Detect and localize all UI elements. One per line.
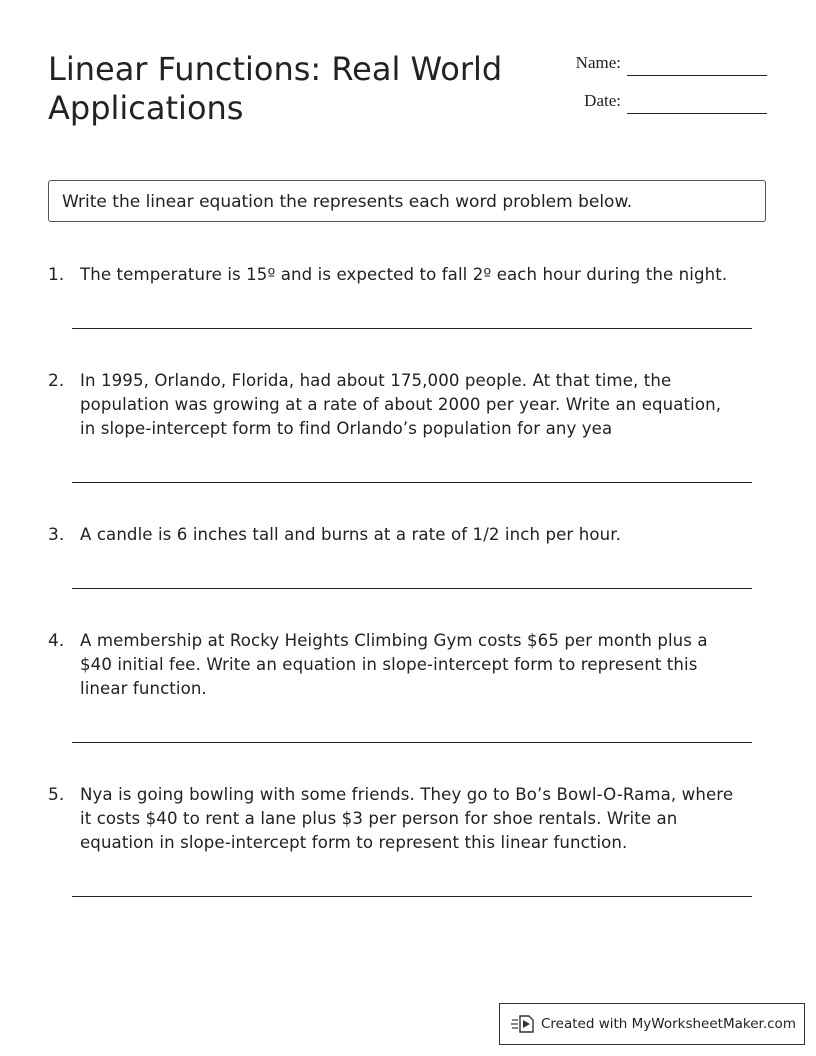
date-blank-line[interactable] [627,113,767,114]
question-number: 3. [48,525,65,545]
name-label: Name: [575,53,621,72]
answer-line-2[interactable] [72,482,752,483]
question-text [80,523,780,547]
worksheet-maker-logo-icon [511,1014,535,1034]
date-label: Date: [584,91,621,110]
question-line: In 1995, Orlando, Florida, had about 175,000 people. At that time, the [80,371,672,390]
question-number: 5. [48,785,65,805]
question-line: equation in slope-intercept form to represent this linear function. [80,833,628,852]
question-number: 2. [48,371,65,391]
answer-line-4[interactable] [72,742,752,743]
question-line: it costs $40 to rent a lane plus $3 per person for shoe rentals. Write an [80,809,678,828]
answer-line-5[interactable] [72,896,752,897]
footer-credit-badge[interactable] [499,1003,805,1045]
footer-text: Created with MyWorksheetMaker.com [541,1016,796,1032]
question-line: linear function. [80,679,207,698]
question-line: The temperature is 15º and is expected to fall 2º each hour during the night. [80,265,728,284]
question-line: Nya is going bowling with some friends. They go to Bo’s Bowl-O-Rama, where [80,785,734,804]
question-line: A candle is 6 inches tall and burns at a rate of 1/2 inch per hour. [80,525,621,544]
question-line: population was growing at a rate of about 2000 per year. Write an equation, [80,395,722,414]
instructions-box: Write the linear equation the represents each word problem below. [48,180,766,222]
question-text [80,629,780,701]
question-line: $40 initial fee. Write an equation in slope-intercept form to represent this [80,655,698,674]
question-line: A membership at Rocky Heights Climbing Gym costs $65 per month plus a [80,631,708,650]
answer-line-3[interactable] [72,588,752,589]
question-line: in slope-intercept form to find Orlando’s population for any yea [80,419,613,438]
name-blank-line[interactable] [627,75,767,76]
question-number: 1. [48,265,65,285]
answer-line-1[interactable] [72,328,752,329]
question-number: 4. [48,631,65,651]
question-text [80,783,780,855]
question-text [80,369,780,441]
question-text [80,263,780,287]
page-title: Linear Functions: Real World Applications [48,50,503,127]
